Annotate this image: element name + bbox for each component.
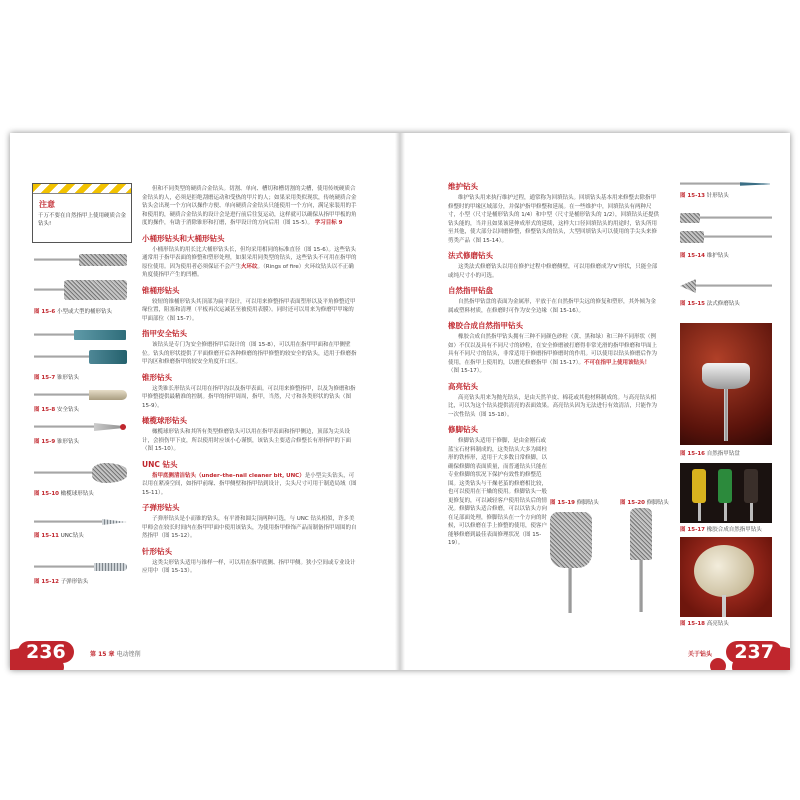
section-title: 橄榄球形钻头 (142, 416, 187, 425)
section-title: 针形钻头 (142, 546, 172, 556)
right-page (400, 133, 790, 670)
section-title: 维护钻头 (448, 182, 478, 191)
figure-caption: 图 15-14 维护钻头 (680, 253, 729, 259)
football-bit (34, 463, 129, 483)
section-text: 该钻头是专门为安全修磨指甲后设计的（图 15-8），可以用在指甲甲面和在甲侧壁位。钻头的形状提供了平面修磨开后各种修磨的指甲修整的较安全的钻头，适用于修磨指甲沟区和修磨指甲的较安全角度开口区。 (142, 342, 357, 365)
notice-title: 注意 (39, 200, 55, 209)
notice-box (32, 183, 132, 243)
section-title: UNC 钻头 (142, 459, 178, 469)
needle-bit (680, 181, 775, 187)
section-text: 小桶形钻头的用长比大桶形钻头长，但均采用相同的标准直径（图 15-6）。这些钻头通常用于指甲表面的修整和塑形处理，如果采用同类型的钻头，这些钻头不可用在指甲的原位使用。因为使用者必须保证不会产生火环纹。（Rings of fire）火环纹钻头以不正确角度使指甲产生的凹槽。 (142, 246, 357, 278)
barrel-bit-small (34, 253, 129, 267)
page-number-right: 237 (726, 641, 782, 663)
section-text: 较短的锥桶形钻头其顶部为扁平设计，可以用来修整指甲表面塑形以及平角修整近甲缘位置，阻塞和清理（平板再次运减甚至被使用表膜）。同时还可以用来为修磨甲甲缘的甲面部位（图 15-7）。 (142, 298, 356, 322)
section-title: 自然指甲钻盘 (448, 286, 493, 295)
bullet-bit (34, 563, 129, 571)
safety-bit (34, 390, 129, 400)
section-text: 这类锥长形钻头可以用在指甲沟以及指甲表面。可以用来修整指甲，以及为修磨和指甲修整提供最精准的控制。指甲的指甲周周，指甲，当然，尺寸和各类形状的钻头（图 15-9）。 (142, 385, 356, 409)
chapter-label: 第 15 章 电动锉削 (90, 651, 141, 658)
left-page (10, 133, 400, 670)
section-text: 维护钻头用来执行维护过程，通常称为回填钻头。回填钻头基本用来修整去除指甲修整时的甲缘区域部分，并保护指甲修整和延展。在一些维护中，回填钻头有两种尺寸，小型（尺寸是桶形钻头的 1/4）和中型（尺寸是桶形钻头的 1/2），回填钻头还提供钻头能的，当并且如果该延伸成形式的延续，这样大口径回填钻头的用途时，钻头所用至其他，使大部分以回磨修整，修整钻头的钻头，大型回填钻头可以使用的手尖头来修剪类产品（图 15-14）。 (448, 195, 659, 244)
maintenance-bit-large (680, 231, 775, 243)
section-text: 自然指甲钻盘的表面为金属形，平放于在自然指甲尖远的修复和塑形，其外倾为金属或塑料材质，在修磨时可作为安全边缘（图 15-16）。 (448, 299, 657, 314)
figure-caption: 图 15-15 法式修磨钻头 (680, 301, 740, 307)
page-number-left: 236 (18, 641, 74, 663)
pedicure-bit-cylinder (630, 508, 652, 560)
chapter-label-right: 关于钻头 (688, 651, 713, 658)
warning-stripe (33, 184, 131, 194)
rubber-bits-photo (680, 463, 772, 523)
maintenance-bit-small (680, 213, 775, 223)
figure-caption: 图 15-13 针形钻头 (680, 193, 729, 199)
section-text: 修脚钻头适用于修脚，是由金刚石或蓝宝石材料制成的，这类钻头大多为圆柱形的铁棒形，适用于大多数日常修脚，以确保修脚的表面质量，而普通钻头只能在专业修脚的状况下保护有效性的修整范围。这类钻头与干燥老茧的修磨相比较，也可以使用在干燥的使用。修脚钻头一般更修复的，可以减轻客户使用钻头后的情况。修脚钻头适合修磨，可以以钻头方向在足部面处理，修脚钻头在一个方向的时候，可以修磨在手上修整的使用，使客户能够修磨到最佳表面修理状况（图 15-19）。 (448, 438, 548, 546)
pedicure-bits-photo (550, 498, 669, 613)
learning-objective-link[interactable]: 学习目标 9 (314, 220, 343, 226)
section-title: 指甲安全钻头 (142, 329, 187, 338)
figure-caption: 图 15-11 UNC钻头 (34, 533, 84, 539)
section-title: 法式修磨钻头 (448, 251, 493, 260)
section-title: 高亮钻头 (448, 381, 478, 391)
tapered-bit (34, 329, 129, 341)
figure-caption: 图 15-17 橡胶合成自然指甲钻头 (680, 527, 762, 533)
section-text: 橡胶合成自然指甲钻头拥有三种不同颜色砂粒（黄、黑和绿）和三种不同形状（例如）不仅以及具有不同尺寸的砂粒，在安全修磨被打磨得非常光滑的指甲修磨和甲面上具有不同尺寸的钻头，非常适用于修磨指甲修磨时的作用。可以使用以钻头修磨后作为使用，在指甲上使用的，以磨光修磨指甲（图 15-17）。不可在指甲上使用该钻头！（图 15-17）。 (448, 334, 658, 374)
red-drip-decoration (710, 658, 726, 670)
tapered-bit-2 (34, 349, 129, 365)
barrel-bit-large (34, 280, 129, 300)
book-gutter (395, 133, 405, 670)
natural-nail-disc-photo (680, 323, 772, 445)
figure-caption: 图 15-19 修脚钻头 (550, 500, 599, 506)
figure-caption: 图 15-10 橄榄球形钻头 (34, 491, 94, 497)
section-text: 高亮钻头用来为抛光钻头，是由天然羊皮、棉花或其他材料制成的。与高亮钻头相比，可以为这个钻头提供清亮的表面效果。高亮钻头因为无法进行有效清洁，只能作为一次性钻头（图 15-18）。 (448, 394, 658, 418)
section-title: 橡胶合成自然指甲钻头 (448, 321, 523, 330)
section-text: 这类尖形钻头适用与锥样一样，可以用在指甲底侧、指甲甲侧。狭小空间或专业设计应用中（图 15-13）。 (142, 559, 356, 574)
cone-bit (34, 423, 129, 431)
figure-caption: 图 15-20 修脚钻头 (620, 500, 669, 506)
polishing-bit-photo (680, 537, 772, 617)
left-text-column (142, 183, 357, 581)
section-title: 修脚钻头 (448, 425, 478, 434)
figure-caption: 图 15-9 锥形钻头 (34, 439, 79, 445)
pedicure-bit-large (550, 512, 592, 568)
figure-caption: 图 15-8 安全钻头 (34, 407, 79, 413)
section-title: 子弹形钻头 (142, 503, 180, 512)
figure-caption: 图 15-6 小型或大型的桶形钻头 (34, 309, 112, 315)
book-spread (10, 133, 790, 670)
section-title: 锥形钻头 (142, 372, 172, 382)
figure-caption: 图 15-18 高亮钻头 (680, 621, 729, 627)
section-text: 橄榄球形钻头和其所有类型修磨钻头可以用在指甲表面和指甲侧边，顶部为尖头设计，会损伤甲下皮，所以使用时应该小心谨慎，该钻头主要适合修整长有形指甲的下面（图 15-10）。 (142, 429, 352, 452)
section-text: 这类法式修磨钻头以用在修护过程中修磨侧壁，可以用修磨成为'V'形状，只能全部或纯尺寸小的可选。 (448, 264, 658, 279)
french-bit (680, 279, 775, 293)
figure-caption: 图 15-16 自然指甲钻盘 (680, 451, 740, 457)
figure-caption: 图 15-7 锥形钻头 (34, 375, 79, 381)
intro-paragraph: 但和不同类型的硬质合金钻头。切割、单向、槽切和槽切割的尖槽，使用传统硬质合金钻头的人，必须是拒绝刮磨运动和受热的甲片的人；如果采用类似现状，传统硬质合金钻头会出现一个方向以操作方便、单向硬质合金钻头只能使用一个方向，满足家装用的手和使用的，硬质合金钻头的设计会是进行前后往复运动，这样就可以确保从指甲甲板的角度的操作，有助于消除锥形和打磨，指甲设计的方向后用（图 15-5）。 学习目标 9 (142, 186, 357, 226)
notice-text: 千万不要在自然指甲上使用硬质合金钻头! (38, 213, 127, 227)
section-text: 子弹形钻头是小而锥的钻头，有平滑和圆尖顶两种可选，与 UNC 钻头相似，许多美甲师会在较长时间内在指甲甲面中使用该钻头，为使用指甲修饰产品而制备指甲周围的自然指甲（图 15-12）。 (142, 516, 357, 539)
right-text-column (448, 181, 660, 553)
unc-bit (34, 519, 129, 525)
section-title: 小桶形钻头和大桶形钻头 (142, 233, 225, 243)
section-title: 锥桶形钻头 (142, 285, 180, 295)
figure-caption: 图 15-12 子弹形钻头 (34, 579, 89, 585)
section-text: 指甲底侧清洁钻头（under–the–nail cleaner bit, UNC）是小型尖头钻头，可以用在紧凑空间，如指甲前缘、指甲侧壁和指甲钻到设计，尖头尺寸可用于制造局域（图 15-11）。 (142, 472, 357, 496)
